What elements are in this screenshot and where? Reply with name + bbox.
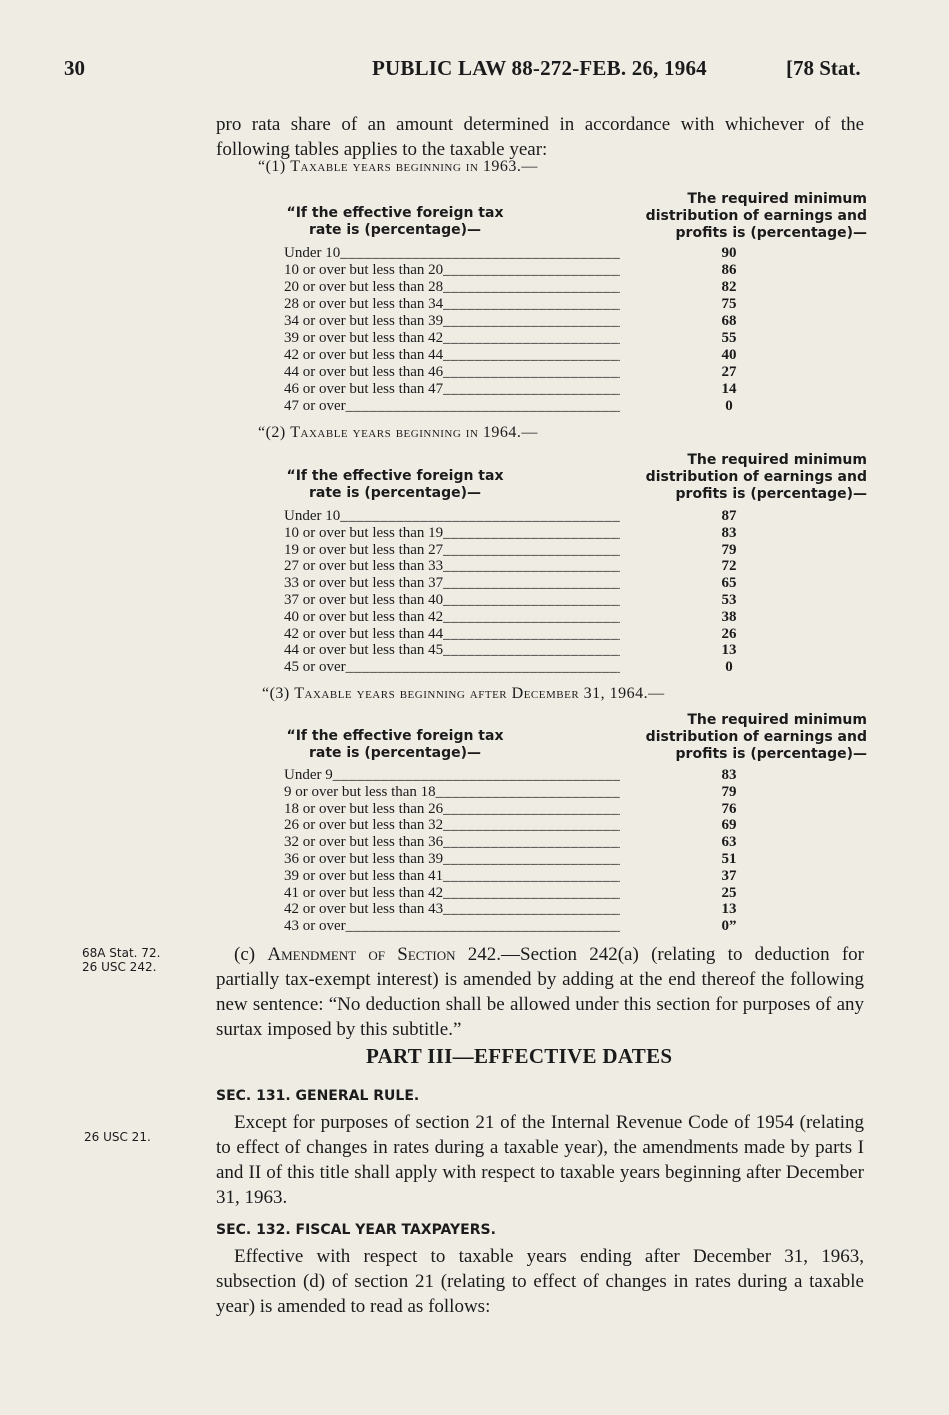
required-distribution: 51 <box>721 851 737 867</box>
table-row <box>284 262 754 279</box>
rate-range: 37 or over but less than 40 _____ <box>284 592 620 609</box>
margin-note-1-line1: 68A Stat. 72. <box>82 946 161 960</box>
required-distribution: 0” <box>721 918 737 935</box>
rate-range: 43 or over _____ <box>284 918 620 935</box>
table-row <box>284 381 754 398</box>
page-number: 30 <box>64 56 85 80</box>
required-distribution: 79 <box>721 783 737 800</box>
rate-range: 33 or over but less than 37 _____ <box>284 575 620 592</box>
table-row <box>284 398 754 415</box>
rate-range: 10 or over but less than 19 _____ <box>284 525 620 542</box>
table2-right-header: The required minimum distribution of earnings and profits is (percentage)— <box>645 452 867 502</box>
table-row <box>284 245 754 262</box>
running-head: PUBLIC LAW 88-272-FEB. 26, 1964 <box>372 56 707 80</box>
table1-left-header: “If the effective foreign tax rate is (percentage)— <box>286 205 504 238</box>
required-distribution: 26 <box>721 625 737 642</box>
rate-range: 39 or over but less than 42 _____ <box>284 330 620 347</box>
rate-range: 44 or over but less than 45 _____ <box>284 642 620 659</box>
required-distribution: 27 <box>721 364 737 380</box>
rate-range: 10 or over but less than 20 _____ <box>284 262 620 279</box>
rate-range: 42 or over but less than 44 _____ <box>284 347 620 364</box>
table2-heading-prefix: “(2) <box>258 424 291 441</box>
required-distribution: 82 <box>721 279 737 295</box>
table3-heading <box>262 685 665 703</box>
margin-note-1-line2: 26 USC 242. <box>82 960 157 974</box>
table-row <box>284 609 754 626</box>
sec132-heading: SEC. 132. FISCAL YEAR TAXPAYERS. <box>216 1222 496 1238</box>
required-distribution: 83 <box>721 767 737 783</box>
amendment-text: —Section 242(a) (relating to deduction for partially tax-exempt interest) is amended by adding at the end thereof the following new sentence: “No deduction shall be allowed under this section for purposes of any surtax imposed by this subtitle.” <box>216 944 865 1040</box>
sec131-heading: SEC. 131. GENERAL RULE. <box>216 1088 420 1104</box>
table-row <box>284 659 754 676</box>
table-row <box>284 508 754 525</box>
required-distribution: 86 <box>721 262 737 278</box>
table-row <box>284 642 754 659</box>
required-distribution: 38 <box>721 608 737 625</box>
part-title: PART III—EFFECTIVE DATES <box>366 1044 673 1068</box>
required-distribution: 65 <box>721 575 737 592</box>
table-row <box>284 347 754 364</box>
table-row <box>284 784 754 801</box>
required-distribution: 25 <box>721 884 737 901</box>
table-row <box>284 817 754 834</box>
margin-note-2: 26 USC 21. <box>84 1130 151 1144</box>
table1-heading-prefix: “(1) <box>258 158 291 175</box>
rate-range: 19 or over but less than 27 _____ <box>284 542 620 559</box>
table1-right-header: The required minimum distribution of earnings and profits is (percentage)— <box>645 191 867 241</box>
required-distribution: 13 <box>721 901 737 918</box>
required-distribution: 0 <box>725 398 733 414</box>
required-distribution: 0 <box>725 659 733 676</box>
stat-reference: [78 Stat. <box>786 56 861 80</box>
table-row <box>284 834 754 851</box>
rate-range: 46 or over but less than 47 _____ <box>284 381 620 398</box>
table3-left-header: “If the effective foreign tax rate is (percentage)— <box>286 728 504 761</box>
rate-range: 9 or over but less than 18 _____ <box>284 784 620 801</box>
required-distribution: 13 <box>721 642 737 659</box>
required-distribution: 68 <box>721 313 737 329</box>
rate-range: 42 or over but less than 44 _____ <box>284 626 620 643</box>
rate-range: 32 or over but less than 36 _____ <box>284 834 620 851</box>
table-row <box>284 364 754 381</box>
rate-range: 42 or over but less than 43 _____ <box>284 901 620 918</box>
table-row <box>284 313 754 330</box>
intro-paragraph: pro rata share of an amount determined in accordance with whichever of the following tables applies to the taxable year: <box>216 114 864 160</box>
rate-range: 20 or over but less than 28 _____ <box>284 279 620 296</box>
required-distribution: 14 <box>721 381 737 397</box>
table-row <box>284 592 754 609</box>
table-row <box>284 901 754 918</box>
sec132-text: Effective with respect to taxable years ending after December 31, 1963, subsection (d) of section 21 (relating to effect of changes in rates during a taxable year) is amended to read as follows: <box>216 1246 864 1317</box>
rate-range: 26 or over but less than 32 _____ <box>284 817 620 834</box>
required-distribution: 40 <box>721 347 737 363</box>
required-distribution: 87 <box>721 508 737 524</box>
required-distribution: 63 <box>721 834 737 851</box>
table1-heading-text: Taxable years beginning in 1963.— <box>290 158 538 175</box>
required-distribution: 83 <box>721 524 737 541</box>
rate-range: 40 or over but less than 42 _____ <box>284 609 620 626</box>
table-row <box>284 525 754 542</box>
table-row <box>284 558 754 575</box>
required-distribution: 53 <box>721 592 737 608</box>
rate-range: 44 or over but less than 46 _____ <box>284 364 620 381</box>
rate-range: Under 10 _____ <box>284 245 620 262</box>
required-distribution: 75 <box>721 296 737 312</box>
required-distribution: 90 <box>721 245 737 261</box>
required-distribution: 37 <box>721 867 737 884</box>
required-distribution: 79 <box>721 541 737 558</box>
sec131-text: Except for purposes of section 21 of the Internal Revenue Code of 1954 (relating to effect of changes in rates during a taxable year), the amendments made by parts I and II of this title shall apply with respect to taxable years beginning after December 31, 1963. <box>216 1112 864 1208</box>
rate-range: Under 10 _____ <box>284 508 620 525</box>
table-row <box>284 918 754 935</box>
rate-range: 18 or over but less than 26 _____ <box>284 801 620 818</box>
table2-heading-text: Taxable years beginning in 1964.— <box>290 424 538 441</box>
table-row <box>284 575 754 592</box>
table-row <box>284 626 754 643</box>
table-row <box>284 868 754 885</box>
margin-note-1 <box>82 946 160 974</box>
rate-range: Under 9 _____ <box>284 767 620 784</box>
table-row <box>284 330 754 347</box>
table1-heading <box>258 158 538 176</box>
required-distribution: 55 <box>721 330 737 346</box>
table-row <box>284 296 754 313</box>
required-distribution: 72 <box>721 558 737 575</box>
rate-range: 47 or over _____ <box>284 398 620 415</box>
table3-heading-prefix: “(3) <box>262 685 295 702</box>
amendment-paragraph <box>216 942 864 1042</box>
rate-range: 39 or over but less than 41 _____ <box>284 868 620 885</box>
table-row <box>284 767 754 784</box>
rate-range: 28 or over but less than 34 _____ <box>284 296 620 313</box>
rate-range: 36 or over but less than 39 _____ <box>284 851 620 868</box>
table2-left-header: “If the effective foreign tax rate is (percentage)— <box>286 468 504 501</box>
table-row <box>284 885 754 902</box>
table-row <box>284 542 754 559</box>
rate-range: 34 or over but less than 39 _____ <box>284 313 620 330</box>
table-row <box>284 851 754 868</box>
table3-right-header: The required minimum distribution of earnings and profits is (percentage)— <box>645 712 867 762</box>
required-distribution: 69 <box>721 817 737 834</box>
rate-range: 41 or over but less than 42 _____ <box>284 885 620 902</box>
table-row <box>284 279 754 296</box>
rate-range: 27 or over but less than 33 _____ <box>284 558 620 575</box>
amendment-lead: (c) <box>234 944 268 965</box>
rate-range: 45 or over _____ <box>284 659 620 676</box>
table3-heading-text: Taxable years beginning after December 31, 1964.— <box>294 685 665 702</box>
required-distribution: 76 <box>721 800 737 817</box>
table2-heading <box>258 424 538 442</box>
table-row <box>284 801 754 818</box>
amendment-title: Amendment of Section 242. <box>267 944 501 965</box>
